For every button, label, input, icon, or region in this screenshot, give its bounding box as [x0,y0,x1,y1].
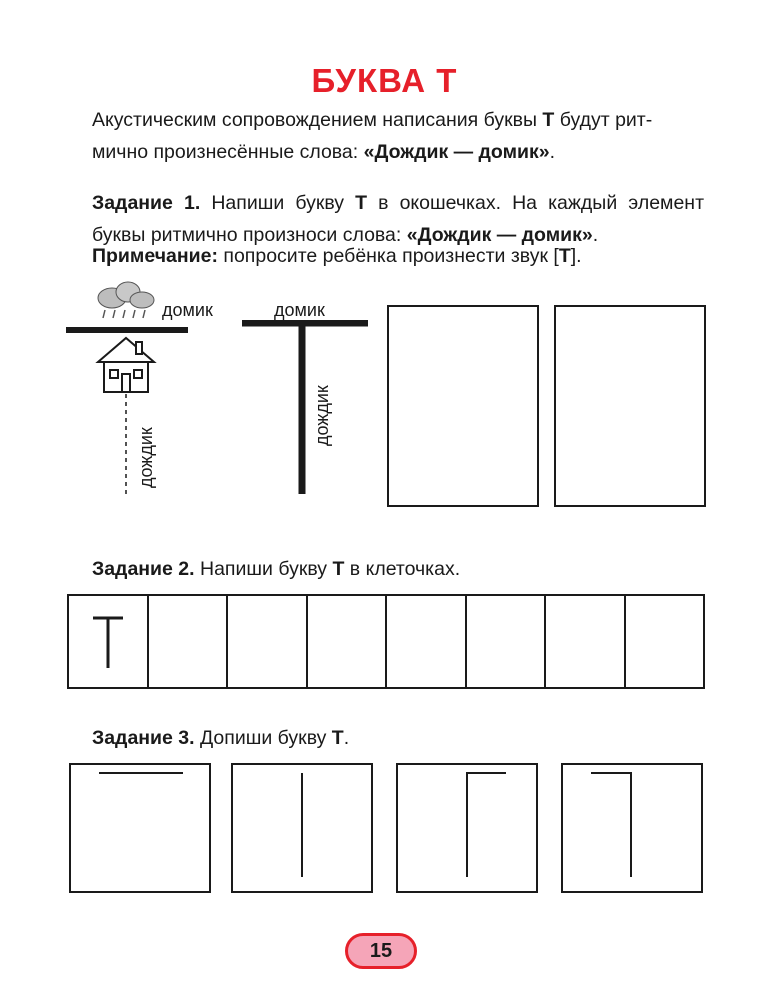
partial-t-right-half [398,765,536,891]
house-word-1: домик [162,300,213,320]
task2-text-2: в клеточках. [344,558,461,580]
task1-letter: Т [355,192,368,214]
task1-words: «Дождик — домик» [406,224,593,246]
task1-write-box-1[interactable] [387,305,539,507]
rain-word-2: дождик [312,385,332,446]
task1-label: Задание 1. [92,192,201,214]
note-end: ]. [570,245,582,267]
intro-text: Акустическим сопровождением написания буквы [92,109,543,131]
note-label: Примечание: [92,245,218,267]
task3-label: Задание 3. [92,727,195,749]
cell-write[interactable] [626,596,704,687]
task3-box-3[interactable] [396,763,538,893]
intro-line-1 [92,104,704,136]
letter-t-diagram [240,320,370,500]
task1-note [92,240,704,272]
cell-sample [69,596,149,687]
task3-instructions [92,722,704,754]
task2-instructions [92,553,704,585]
task1-period: . [592,224,599,246]
rain-word-1: дождик [136,427,156,488]
task1-write-box-2[interactable] [554,305,706,507]
intro-line-2 [92,136,704,168]
intro-text-end: будут рит- [554,109,653,131]
cell-write[interactable] [467,596,547,687]
cell-write[interactable] [228,596,308,687]
task2-text: Напиши букву [194,558,333,580]
cell-write[interactable] [308,596,388,687]
intro-letter: Т [542,109,555,131]
intro-paragraph [92,104,704,168]
intro-text-2: мично произнесённые слова: [92,141,364,163]
house-word-2: домик [274,300,325,320]
house-icon [98,338,154,392]
task3-box-4[interactable] [561,763,703,893]
intro-period: . [549,141,556,163]
page-title: БУКВА Т [311,62,458,99]
task3-period: . [343,727,350,749]
task3-box-1[interactable] [69,763,211,893]
partial-t-stem [233,765,371,891]
page-number: 15 [345,933,417,969]
task1-text: Напиши букву [200,192,356,214]
note-sound: Т [558,245,571,267]
task3-letter: Т [331,727,344,749]
task3-text: Допиши букву [194,727,332,749]
task2-label: Задание 2. [92,558,195,580]
cell-write[interactable] [387,596,467,687]
intro-words: «Дождик — домик» [363,141,550,163]
note-text: попросите ребёнка произнести звук [ [217,245,559,267]
task2-letter: Т [332,558,345,580]
cloud-icon [98,282,154,318]
task2-cell-row [67,594,705,689]
partial-t-left-half [563,765,701,891]
cell-write[interactable] [149,596,229,687]
sample-letter-glyph [69,596,147,687]
task1-text-2: в окошечках. На каждый элемент буквы ритмично произноси слова: [92,192,705,246]
cell-write[interactable] [546,596,626,687]
partial-t-top-bar [71,765,209,891]
task3-box-2[interactable] [231,763,373,893]
